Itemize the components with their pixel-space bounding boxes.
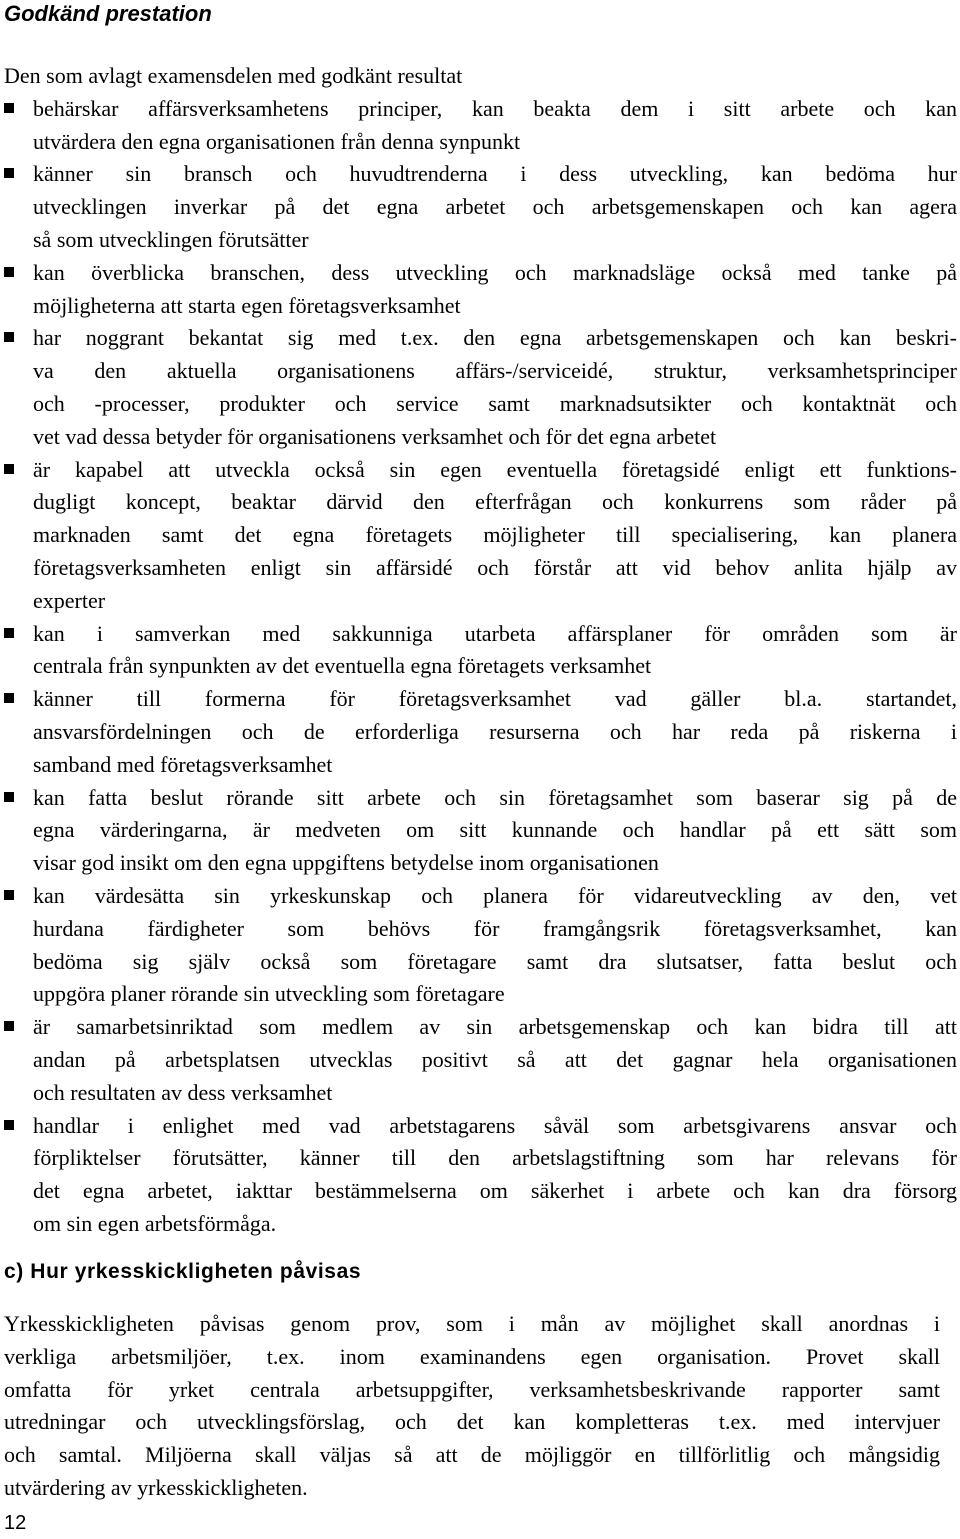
bullet-item <box>0 454 960 618</box>
bullet-line: kan överblicka branschen, dess utveckling och marknadsläge också med tanke på <box>33 259 957 285</box>
paragraph-line: verkliga arbetsmiljöer, t.ex. inom examinandens egen organisation. Provet skall <box>4 1343 940 1369</box>
square-bullet-icon <box>4 332 14 342</box>
criteria-bullet-list <box>0 93 960 1241</box>
bullet-line: det egna arbetet, iakttar bestämmelserna om säkerhet i arbete och kan dra försorg <box>33 1178 957 1204</box>
bullet-item <box>0 158 960 256</box>
bullet-item <box>0 322 960 453</box>
bullet-item <box>0 782 960 880</box>
bullet-line: hurdana färdigheter som behövs för framgångsrik företagsverksamhet, kan <box>33 915 957 941</box>
paragraph-line: och samtal. Miljöerna skall väljas så att de möjliggör en tillförlitlig och mångsidig <box>4 1442 940 1468</box>
page-number: 12 <box>4 1512 27 1534</box>
bullet-item <box>0 93 960 159</box>
bullet-line: samband med företagsverksamhet <box>33 751 333 777</box>
bullet-line: utvecklingen inverkar på det egna arbetet och arbetsgemenskapen och kan agera <box>33 194 957 220</box>
square-bullet-icon <box>4 628 14 638</box>
bullet-line: va den aktuella organisationens affärs-/serviceidé, struktur, verksamhetsprinciper <box>33 358 957 384</box>
bullet-line: marknaden samt det egna företagets möjligheter till specialisering, kan planera <box>33 522 957 548</box>
bullet-line: ansvarsfördelningen och de erforderliga resurserna och har reda på riskerna i <box>33 718 957 744</box>
square-bullet-icon <box>4 464 14 474</box>
bullet-line: är kapabel att utveckla också sin egen eventuella företagsidé enligt ett funktions- <box>33 456 957 482</box>
bullet-line: handlar i enlighet med vad arbetstagarens såväl som arbetsgivarens ansvar och <box>33 1112 957 1138</box>
section-heading: c) Hur yrkesskickligheten påvisas <box>4 1260 362 1283</box>
bullet-line: uppgöra planer rörande sin utveckling som företagare <box>33 981 505 1007</box>
square-bullet-icon <box>4 103 14 113</box>
bullet-line: bedöma sig själv också som företagare samt dra slutsatser, fatta beslut och <box>33 948 957 974</box>
bullet-item <box>0 683 960 781</box>
square-bullet-icon <box>4 168 14 178</box>
bullet-line: om sin egen arbetsförmåga. <box>33 1210 277 1236</box>
bullet-line: kan fatta beslut rörande sitt arbete och sin företagsamhet som baserar sig på de <box>33 784 957 810</box>
square-bullet-icon <box>4 1021 14 1031</box>
bullet-line: företagsverksamheten enligt sin affärsidé och förstår att vid behov anlita hjälp av <box>33 554 957 580</box>
bullet-line: visar god insikt om den egna uppgiftens betydelse inom organisationen <box>33 850 659 876</box>
bullet-line: känner till formerna för företagsverksamhet vad gäller bl.a. startandet, <box>33 686 957 712</box>
paragraph-line: Yrkesskickligheten påvisas genom prov, som i mån av möjlighet skall anordnas i <box>4 1311 940 1336</box>
square-bullet-icon <box>4 693 14 703</box>
bullet-item <box>0 1011 960 1109</box>
bullet-line: så som utvecklingen förutsätter <box>33 226 309 252</box>
bullet-item <box>0 618 960 684</box>
bullet-line: möjligheterna att starta egen företagsverksamhet <box>33 292 461 318</box>
paragraph-line: utvärdering av yrkesskickligheten. <box>4 1474 308 1500</box>
intro-text: Den som avlagt examensdelen med godkänt resultat <box>4 63 463 88</box>
bullet-line: vet vad dessa betyder för organisationens verksamhet och för det egna arbetet <box>33 423 717 449</box>
bullet-line: centrala från synpunkten av det eventuella egna företagets verksamhet <box>33 653 652 679</box>
bullet-line: experter <box>33 587 106 613</box>
paragraph-line: utredningar och utvecklingsförslag, och det kan kompletteras t.ex. med intervjuer <box>4 1409 940 1435</box>
square-bullet-icon <box>4 267 14 277</box>
bullet-item <box>0 880 960 1011</box>
bullet-line: känner sin bransch och huvudtrenderna i dess utveckling, kan bedöma hur <box>33 161 957 187</box>
bullet-line: dugligt koncept, beaktar därvid den efterfrågan och konkurrens som råder på <box>33 489 957 515</box>
bullet-line: och -processer, produkter och service samt marknadsutsikter och kontaktnät och <box>33 390 957 416</box>
square-bullet-icon <box>4 1120 14 1130</box>
bullet-line: kan värdesätta sin yrkeskunskap och planera för vidareutveckling av den, vet <box>33 882 957 908</box>
square-bullet-icon <box>4 890 14 900</box>
bullet-line: är samarbetsinriktad som medlem av sin arbetsgemenskap och kan bidra till att <box>33 1014 957 1040</box>
bullet-line: kan i samverkan med sakkunniga utarbeta affärsplaner för områden som är <box>33 620 957 646</box>
square-bullet-icon <box>4 792 14 802</box>
bullet-line: har noggrant bekantat sig med t.ex. den egna arbetsgemenskapen och kan beskri- <box>33 325 957 351</box>
bullet-item <box>0 1110 960 1241</box>
bullet-line: förpliktelser förutsätter, känner till den arbetslagstiftning som har relevans för <box>33 1145 957 1171</box>
bullet-item <box>0 257 960 323</box>
bullet-line: egna värderingarna, är medveten om sitt kunnande och handlar på ett sätt som <box>33 817 957 843</box>
bullet-line: andan på arbetsplatsen utvecklas positivt så att det gagnar hela organisationen <box>33 1046 957 1072</box>
body-paragraph <box>4 1308 940 1505</box>
paragraph-line: omfatta för yrket centrala arbetsuppgifter, verksamhetsbeskrivande rapporter samt <box>4 1376 940 1402</box>
bullet-line: behärskar affärsverksamhetens principer, kan beakta dem i sitt arbete och kan <box>33 95 957 121</box>
heading-godkand-prestation: Godkänd prestation <box>4 1 212 26</box>
bullet-line: och resultaten av dess verksamhet <box>33 1079 333 1105</box>
bullet-line: utvärdera den egna organisationen från denna synpunkt <box>33 128 521 154</box>
